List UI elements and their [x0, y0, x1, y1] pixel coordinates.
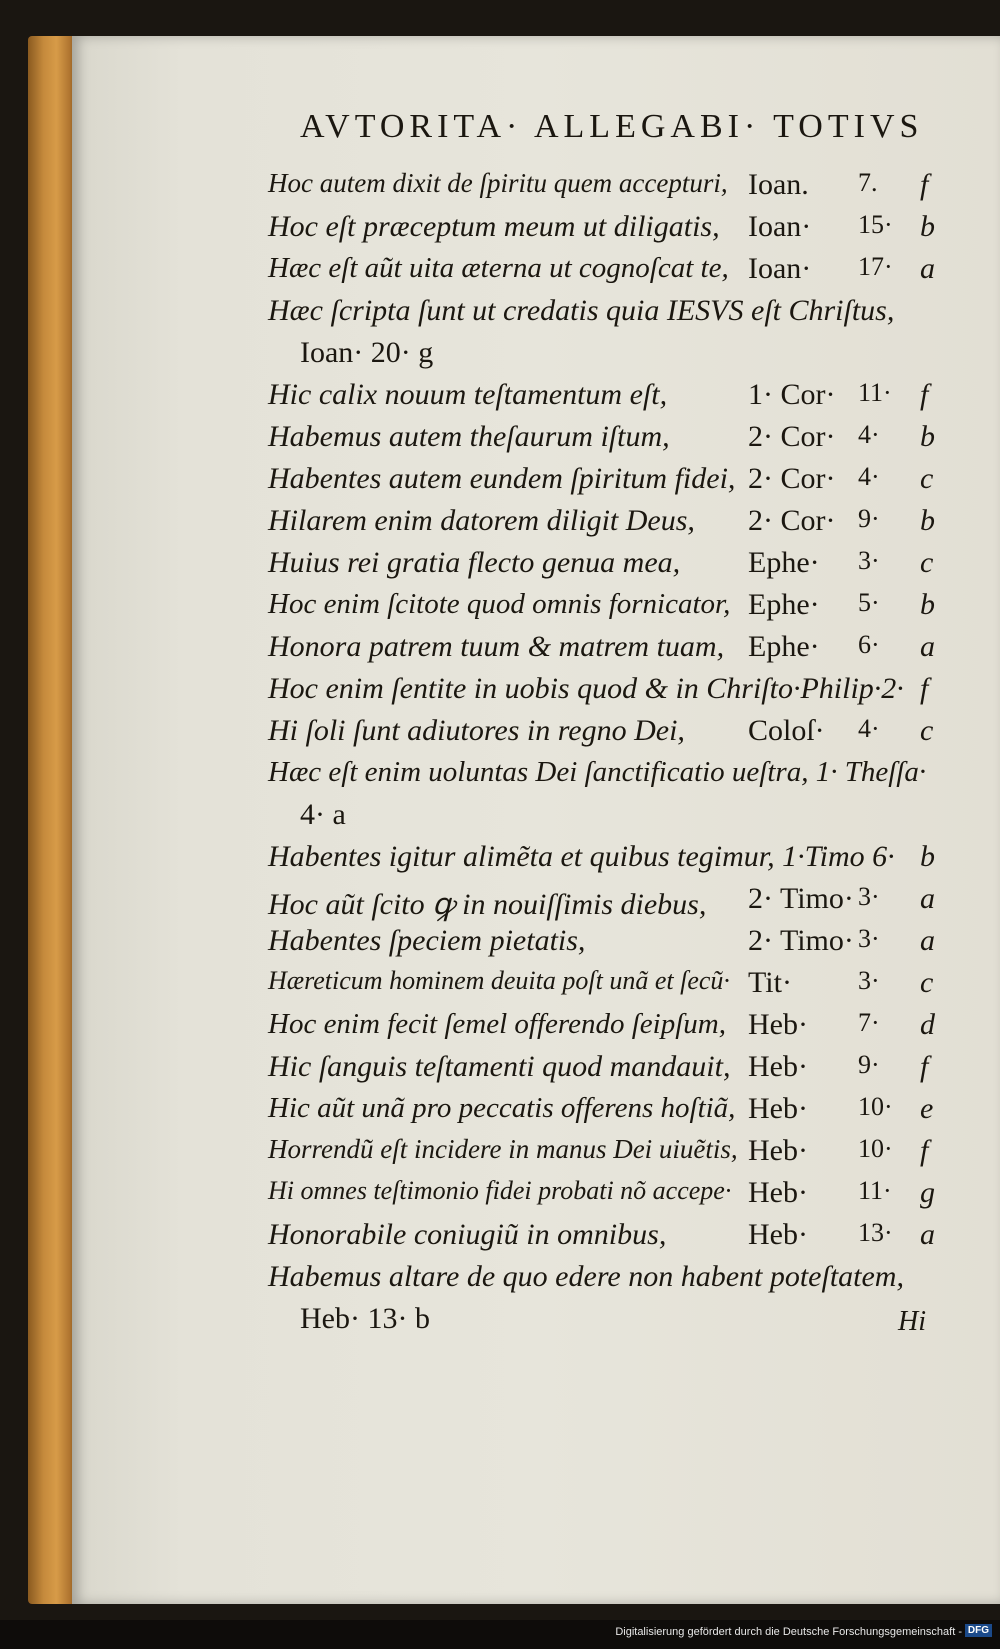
index-entry	[268, 504, 948, 546]
entry-section: a	[920, 1218, 935, 1251]
index-entry	[268, 1176, 948, 1218]
index-entry	[268, 840, 948, 882]
entry-book: Ioan·	[748, 252, 812, 285]
index-entry	[268, 546, 948, 588]
entry-section: c	[920, 546, 934, 579]
entry-text: Hoc aũt ſcito ꝙ in nouiſſimis diebus,	[268, 888, 707, 921]
index-entry	[268, 1260, 948, 1302]
index-entry	[268, 1134, 948, 1176]
entry-chapter: 13·	[858, 1218, 893, 1247]
entry-text: Honorabile coniugiũ in omnibus,	[268, 1218, 667, 1251]
entry-text: Habentes igitur alimẽta et quibus tegimur, 1·Timo 6·	[268, 840, 895, 873]
entry-text: Hoc eſt præceptum meum ut diligatis,	[268, 210, 720, 243]
entry-chapter: 3·	[858, 882, 880, 911]
index-entry	[268, 630, 948, 672]
index-entry	[268, 1302, 948, 1344]
dfg-logo: DFG	[965, 1624, 992, 1637]
index-entry	[268, 420, 948, 462]
entry-text: Hoc enim ſcitote quod omnis fornicator,	[268, 588, 731, 620]
entry-chapter: 5·	[858, 588, 880, 617]
entry-book: Ephe·	[748, 630, 820, 663]
index-entry	[268, 1092, 948, 1134]
entry-text: Hi ſoli ſunt adiutores in regno Dei,	[268, 714, 685, 747]
entry-text: Hæreticum hominem deuita poſt unã et ſecũ·	[268, 966, 730, 995]
entry-text: Hilarem enim datorem diligit Deus,	[268, 504, 695, 537]
entry-text: Habentes autem eundem ſpiritum fidei,	[268, 462, 736, 495]
entry-text: Ioan· 20· g	[300, 336, 434, 369]
entry-section: c	[920, 714, 934, 747]
index-entry	[268, 378, 948, 420]
entry-section: e	[920, 1092, 934, 1125]
index-entry	[268, 210, 948, 252]
entry-text: Hic aũt unã pro peccatis offerens hoſtiã,	[268, 1092, 736, 1124]
entry-chapter: 3·	[858, 546, 880, 575]
entry-book: 2· Timo·	[748, 924, 854, 957]
running-head: AVTORITA· ALLEGABI· TOTIVS	[300, 108, 924, 145]
entry-text: Habemus autem theſaurum iſtum,	[268, 420, 670, 453]
index-entry	[268, 672, 948, 714]
entry-section: d	[920, 1008, 935, 1041]
index-entry	[268, 966, 948, 1008]
index-entries	[268, 168, 948, 1344]
entry-chapter: 10·	[858, 1134, 893, 1163]
entry-text: Horrendũ eſt incidere in manus Dei uiuẽtis,	[268, 1134, 738, 1164]
entry-text: Hic calix nouum teſtamentum eſt,	[268, 378, 668, 411]
index-entry	[268, 462, 948, 504]
entry-chapter: 6·	[858, 630, 880, 659]
entry-text: Hæc ſcripta ſunt ut credatis quia IESVS eſt Chriſtus,	[268, 294, 895, 327]
entry-book: 1· Cor·	[748, 378, 836, 411]
entry-book: Ephe·	[748, 588, 820, 621]
entry-book: Heb·	[748, 1092, 808, 1125]
index-entry	[268, 714, 948, 756]
index-entry	[268, 924, 948, 966]
entry-text: Huius rei gratia flecto genua mea,	[268, 546, 681, 579]
entry-text: Honora patrem tuum & matrem tuam,	[268, 630, 725, 663]
entry-section: a	[920, 924, 935, 957]
index-entry	[268, 168, 948, 210]
entry-book: Ioan.	[748, 168, 809, 201]
catchword: Hi	[898, 1306, 926, 1337]
entry-book: 2· Cor·	[748, 420, 836, 453]
entry-chapter: 11·	[858, 1176, 892, 1205]
entry-text: Hoc enim fecit ſemel offerendo ſeipſum,	[268, 1008, 726, 1040]
entry-section: f	[920, 1134, 929, 1167]
entry-text: Habemus altare de quo edere non habent poteſtatem,	[268, 1260, 904, 1293]
entry-section: c	[920, 462, 934, 495]
index-entry	[268, 882, 948, 924]
entry-chapter: 7.	[858, 168, 878, 197]
entry-book: Heb·	[748, 1050, 808, 1083]
entry-book: Ioan·	[748, 210, 812, 243]
entry-text: Hoc autem dixit de ſpiritu quem accepturi,	[268, 168, 728, 198]
entry-chapter: 10·	[858, 1092, 893, 1121]
entry-chapter: 4·	[858, 714, 880, 743]
entry-text: Hæc eſt aũt uita æterna ut cognoſcat te,	[268, 252, 729, 284]
index-entry	[268, 336, 948, 378]
entry-chapter: 3·	[858, 966, 880, 995]
index-entry	[268, 1008, 948, 1050]
index-entry	[268, 756, 948, 798]
entry-section: b	[920, 420, 935, 453]
entry-book: Coloſ·	[748, 714, 825, 747]
entry-section: b	[920, 588, 935, 621]
entry-section: b	[920, 840, 935, 873]
entry-book: Heb·	[748, 1218, 808, 1251]
entry-text: Hoc enim ſentite in uobis quod & in Chriſto·Philip·2·	[268, 672, 904, 705]
index-entry	[268, 252, 948, 294]
entry-book: Heb·	[748, 1008, 808, 1041]
entry-book: 2· Cor·	[748, 504, 836, 537]
entry-section: f	[920, 378, 929, 411]
footer-credit: Digitalisierung gefördert durch die Deutsche Forschungsgemeinschaft -	[615, 1626, 962, 1638]
entry-chapter: 7·	[858, 1008, 880, 1037]
entry-book: 2· Timo·	[748, 882, 854, 915]
entry-text: Heb· 13· b	[300, 1302, 430, 1335]
entry-text: Habentes ſpeciem pietatis,	[268, 924, 586, 957]
entry-book: Heb·	[748, 1134, 808, 1167]
entry-section: f	[920, 168, 929, 201]
entry-text: Hi omnes teſtimonio fidei probati nõ accepe·	[268, 1176, 732, 1205]
index-entry	[268, 294, 948, 336]
index-entry	[268, 798, 948, 840]
entry-book: Tit·	[748, 966, 792, 999]
index-entry	[268, 1050, 948, 1092]
entry-section: f	[920, 1050, 929, 1083]
entry-chapter: 9·	[858, 1050, 880, 1079]
entry-section: a	[920, 882, 935, 915]
entry-chapter: 17·	[858, 252, 893, 281]
entry-chapter: 9·	[858, 504, 880, 533]
entry-section: b	[920, 210, 935, 243]
entry-chapter: 3·	[858, 924, 880, 953]
entry-chapter: 4·	[858, 462, 880, 491]
entry-book: 2· Cor·	[748, 462, 836, 495]
entry-book: Ephe·	[748, 546, 820, 579]
entry-book: Heb·	[748, 1176, 808, 1209]
entry-text: Hic ſanguis teſtamenti quod mandauit,	[268, 1050, 731, 1083]
entry-section: a	[920, 630, 935, 663]
index-entry	[268, 1218, 948, 1260]
entry-section: f	[920, 672, 929, 705]
entry-chapter: 4·	[858, 420, 880, 449]
entry-section: c	[920, 966, 934, 999]
index-entry	[268, 588, 948, 630]
entry-section: a	[920, 252, 935, 285]
entry-section: g	[920, 1176, 935, 1209]
entry-text: Hæc eſt enim uoluntas Dei ſanctificatio ueſtra, 1· Theſſa·	[268, 756, 927, 788]
entry-chapter: 11·	[858, 378, 892, 407]
entry-text: 4· a	[300, 798, 346, 831]
entry-section: b	[920, 504, 935, 537]
entry-chapter: 15·	[858, 210, 893, 239]
